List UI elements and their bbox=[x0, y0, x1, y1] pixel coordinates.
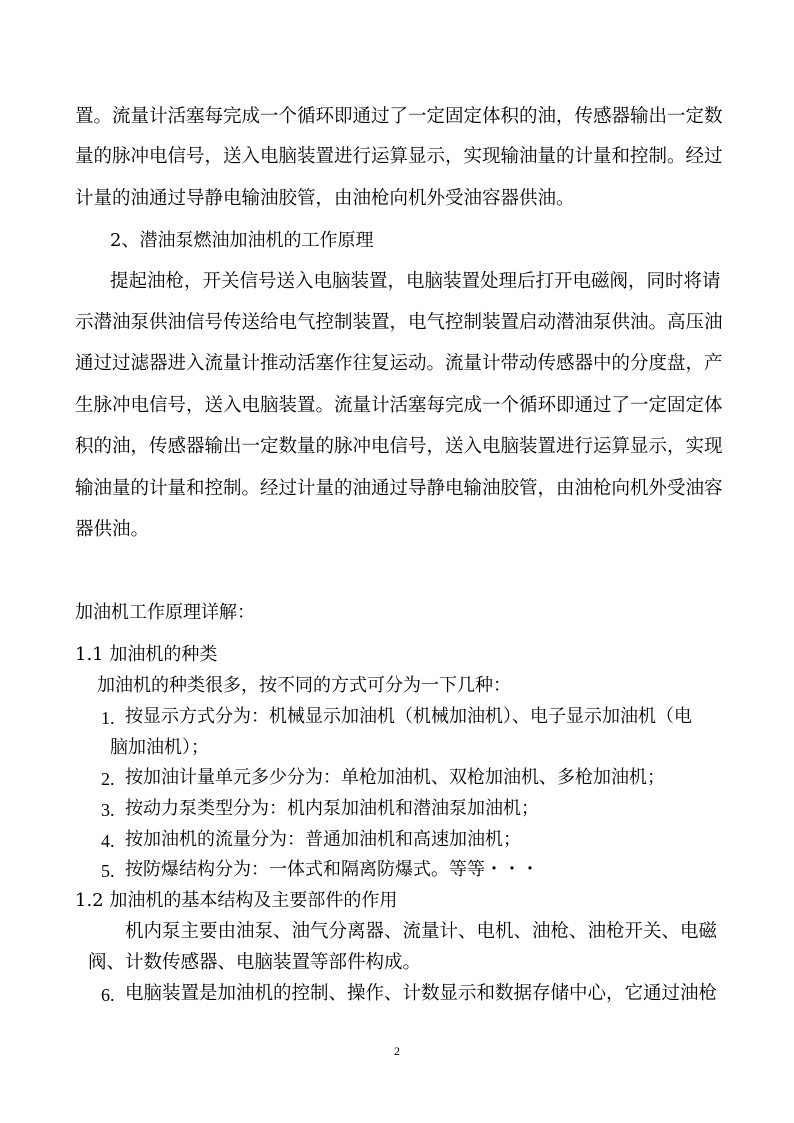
paragraph-line: 机内泵主要由油泵、油气分离器、流量计、电机、油枪、油枪开关、电磁 bbox=[125, 921, 718, 942]
paragraph-line: 积的油，传感器输出一定数量的脉冲电信号，送入电脑装置进行运算显示，实现 bbox=[75, 436, 723, 457]
list-item: 按显示方式分为：机械显示加油机（机械加油机）、电子显示加油机（电 bbox=[125, 706, 692, 727]
list-number: 4. bbox=[101, 831, 115, 851]
subsection-heading: 1.1 加油机的种类 bbox=[75, 644, 218, 665]
section-heading: 2、潜油泵燃油加油机的工作原理 bbox=[110, 230, 374, 251]
list-item-continuation: 脑加油机）； bbox=[110, 737, 209, 758]
page-number: 2 bbox=[394, 1044, 400, 1058]
paragraph-line: 提起油枪，开关信号送入电脑装置，电脑装置处理后打开电磁阀，同时将请 bbox=[110, 271, 721, 292]
paragraph-line: 量的脉冲电信号，送入电脑装置进行运算显示，实现输油量的计量和控制。经过 bbox=[75, 146, 723, 167]
paragraph-line: 通过过滤器进入流量计推动活塞作往复运动。流量计带动传感器中的分度盘，产 bbox=[75, 353, 723, 374]
intro-line: 加油机的种类很多，按不同的方式可分为一下几种： bbox=[97, 675, 511, 696]
list-item: 按加油机的流量分为：普通加油机和高速加油机； bbox=[125, 829, 521, 850]
list-item: 电脑装置是加油机的控制、操作、计数显示和数据存储中心，它通过油枪 bbox=[125, 983, 718, 1004]
list-number: 1. bbox=[101, 708, 115, 728]
list-number: 5. bbox=[101, 861, 115, 881]
list-number: 2. bbox=[101, 769, 115, 789]
paragraph-line: 计量的油通过导静电输油胶管，由油枪向机外受油容器供油。 bbox=[75, 188, 575, 209]
paragraph-line: 示潜油泵供油信号传送给电气控制装置，电气控制装置启动潜油泵供油。高压油 bbox=[75, 312, 723, 333]
list-item: 按防爆结构分为：一体式和隔离防爆式。等等・・・ bbox=[125, 859, 539, 880]
paragraph-line: 置。流量计活塞每完成一个循环即通过了一定固定体积的油，传感器输出一定数 bbox=[75, 106, 723, 127]
paragraph-line: 生脉冲电信号，送入电脑装置。流量计活塞每完成一个循环即通过了一定固定体 bbox=[75, 395, 723, 416]
detail-title: 加油机工作原理详解： bbox=[75, 602, 255, 623]
subsection-heading: 1.2 加油机的基本结构及主要部件的作用 bbox=[75, 890, 398, 911]
paragraph-line: 器供油。 bbox=[75, 519, 150, 540]
paragraph-line: 阀、计数传感器、电脑装置等部件构成。 bbox=[88, 952, 422, 973]
list-number: 3. bbox=[101, 800, 115, 820]
paragraph-line: 输油量的计量和控制。经过计量的油通过导静电输油胶管，由油枪向机外受油容 bbox=[75, 478, 723, 499]
list-item: 按加油计量单元多少分为：单枪加油机、双枪加油机、多枪加油机； bbox=[125, 767, 665, 788]
list-number: 6. bbox=[101, 985, 115, 1005]
list-item: 按动力泵类型分为：机内泵加油机和潜油泵加油机； bbox=[125, 798, 539, 819]
